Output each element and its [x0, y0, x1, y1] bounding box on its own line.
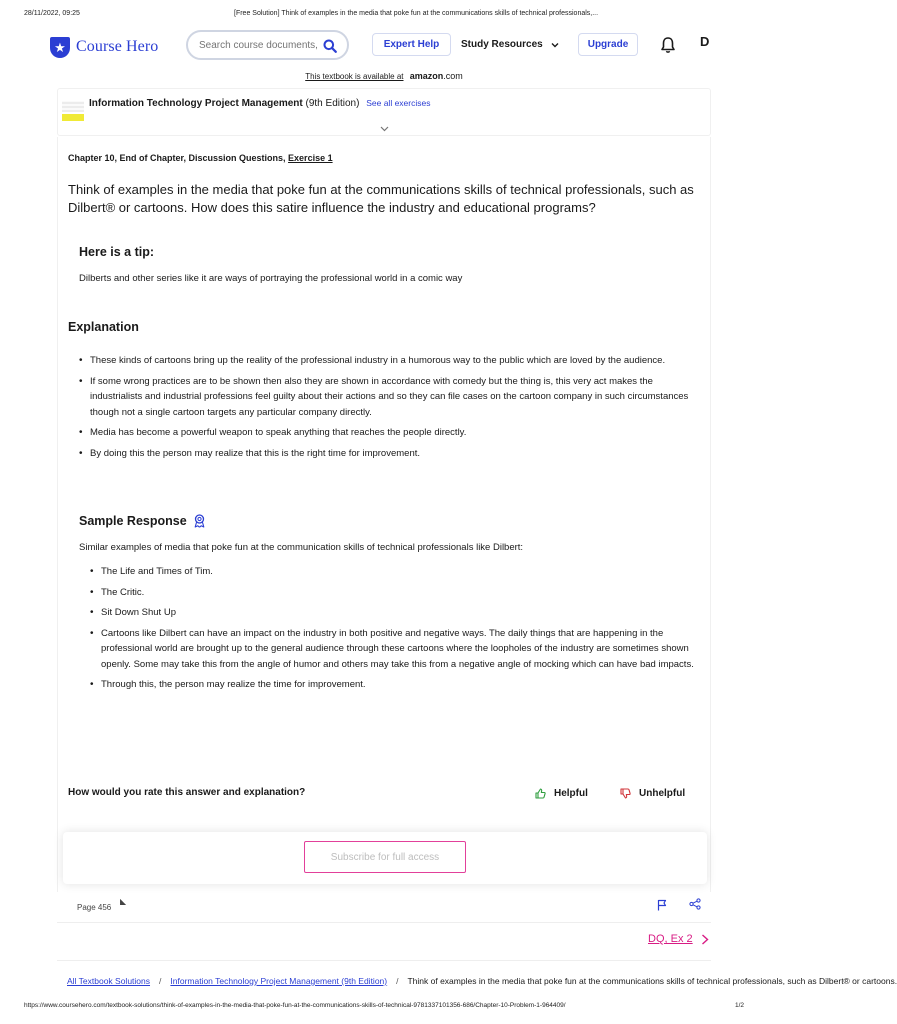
list-item: • The Life and Times of Tim. [90, 564, 695, 580]
print-header [24, 10, 744, 22]
course-hero-logo[interactable] [50, 36, 158, 58]
breadcrumb-separator: / [396, 976, 399, 986]
thumbs-down-icon [620, 788, 631, 799]
study-resources-label: Study Resources [461, 39, 543, 50]
question-text: Think of examples in the media that poke fun at the communications skills of technical professionals, such as Dilbert® or cartoons. How does this satire influence the industry and educational programs? [68, 182, 694, 215]
print-title: [Free Solution] Think of examples in the media that poke fun at the communications skills of technical professionals,... [234, 10, 599, 17]
list-item: • These kinds of cartoons bring up the reality of the professional industry in a humorous way to the public which are loved by the audience. [79, 353, 695, 369]
breadcrumb-current: Think of examples in the media that poke fun at the communications skills of technical professionals, such as Dilbert® or cartoons. [407, 976, 897, 986]
book-edition: (9th Edition) [302, 98, 360, 109]
breadcrumb-separator: / [159, 976, 162, 986]
avatar[interactable]: D [700, 34, 710, 49]
share-icon[interactable] [689, 898, 701, 910]
tip-text: Dilberts and other series like it are ways of portraying the professional world in a comic way [79, 273, 463, 284]
unhelpful-button[interactable] [620, 785, 685, 801]
top-navigation [0, 28, 768, 66]
print-url: https://www.coursehero.com/textbook-solutions/think-of-examples-in-the-media-that-poke-fun-at-the-communications-skills-of-technical-9781337101356-686/Chapter-10-Problem-1-964409/ [24, 1002, 566, 1009]
list-item: • By doing this the person may realize that this is the right time for improvement. [79, 446, 695, 462]
amazon-logo-tld: .com [443, 71, 463, 81]
expert-help-button[interactable]: Expert Help [372, 33, 451, 56]
sample-response-heading [79, 514, 206, 528]
award-badge-icon [193, 514, 206, 528]
breadcrumb-book[interactable]: Information Technology Project Management (9th Edition) [170, 976, 388, 986]
list-item: • If some wrong practices are to be shown then also they are shown in accordance with comedy but the thing is, this very act makes the industrialists and industrial professions feel guilty about their actions and so they can file cases on the cartoon company in such circumstances though not a single cartoon targets any particular company directly. [79, 374, 695, 421]
book-title-line [89, 98, 430, 109]
breadcrumb [57, 960, 897, 1000]
search-icon[interactable] [323, 39, 337, 53]
book-title: Information Technology Project Management [89, 98, 303, 109]
chevron-right-icon [701, 934, 709, 945]
explanation-heading: Explanation [68, 320, 139, 334]
next-exercise-label: DQ, Ex 2 [648, 933, 693, 945]
page-bar [57, 893, 711, 923]
subscribe-panel [63, 832, 707, 884]
print-page-number: 1/2 [734, 1002, 744, 1009]
flag-icon[interactable] [657, 899, 667, 911]
explanation-list [79, 353, 695, 466]
exercise-link[interactable]: Exercise 1 [288, 153, 333, 163]
page-number: Page 456 [77, 903, 112, 912]
subscribe-button[interactable]: Subscribe for full access [304, 841, 466, 873]
search-box[interactable] [186, 30, 349, 60]
helpful-button[interactable] [535, 785, 588, 801]
chapter-text: Chapter 10, End of Chapter, Discussion Questions, [68, 153, 289, 163]
logo-star-icon: ★ [50, 37, 70, 58]
textbook-availability [0, 71, 768, 81]
list-item: • Through this, the person may realize the time for improvement. [90, 677, 695, 693]
breadcrumb-all-solutions[interactable]: All Textbook Solutions [67, 976, 151, 986]
search-input[interactable] [199, 40, 319, 51]
list-item: • Sit Down Shut Up [90, 605, 695, 621]
bell-icon[interactable] [660, 36, 676, 54]
rating-question: How would you rate this answer and explanation? [68, 787, 306, 798]
upgrade-button[interactable]: Upgrade [578, 33, 638, 56]
chapter-label [68, 153, 333, 163]
list-item: • Cartoons like Dilbert can have an impact on the industry in both positive and negative ways. The daily things that are happening in the professional world are brought up to the general audience through these cartoons where the loopholes of the industry are sometimes shown openly. Some may take this from the angle of humor and others may take this from a negative angle of mocking which can have bad impacts. [90, 626, 695, 673]
thumbs-up-icon [535, 788, 546, 799]
print-footer [24, 1002, 744, 1014]
list-item: • The Critic. [90, 585, 695, 601]
sample-response-title: Sample Response [79, 514, 187, 528]
textbook-header [57, 88, 711, 136]
expand-chevron-icon[interactable] [380, 126, 389, 132]
list-item: • Media has become a powerful weapon to speak anything that reaches the people directly. [79, 425, 695, 441]
next-exercise-link[interactable] [648, 933, 709, 945]
print-date: 28/11/2022, 09:25 [24, 10, 80, 17]
page-marker-icon: ◣ [120, 897, 127, 906]
sample-list [90, 564, 695, 698]
logo-text: Course Hero [76, 38, 159, 55]
see-all-exercises-link[interactable]: See all exercises [366, 98, 431, 108]
study-resources-menu[interactable] [461, 33, 559, 56]
unhelpful-label: Unhelpful [639, 787, 686, 799]
sample-intro: Similar examples of media that poke fun at the communication skills of technical professionals like Dilbert: [79, 542, 524, 553]
tip-heading: Here is a tip: [79, 245, 155, 259]
chevron-down-icon [551, 42, 559, 48]
amazon-logo[interactable] [410, 71, 463, 81]
book-cover-thumbnail [62, 101, 84, 125]
amazon-logo-name: amazon [409, 71, 444, 81]
helpful-label: Helpful [554, 787, 588, 799]
availability-text[interactable]: This textbook is available at [305, 72, 404, 81]
solution-card [57, 137, 711, 892]
